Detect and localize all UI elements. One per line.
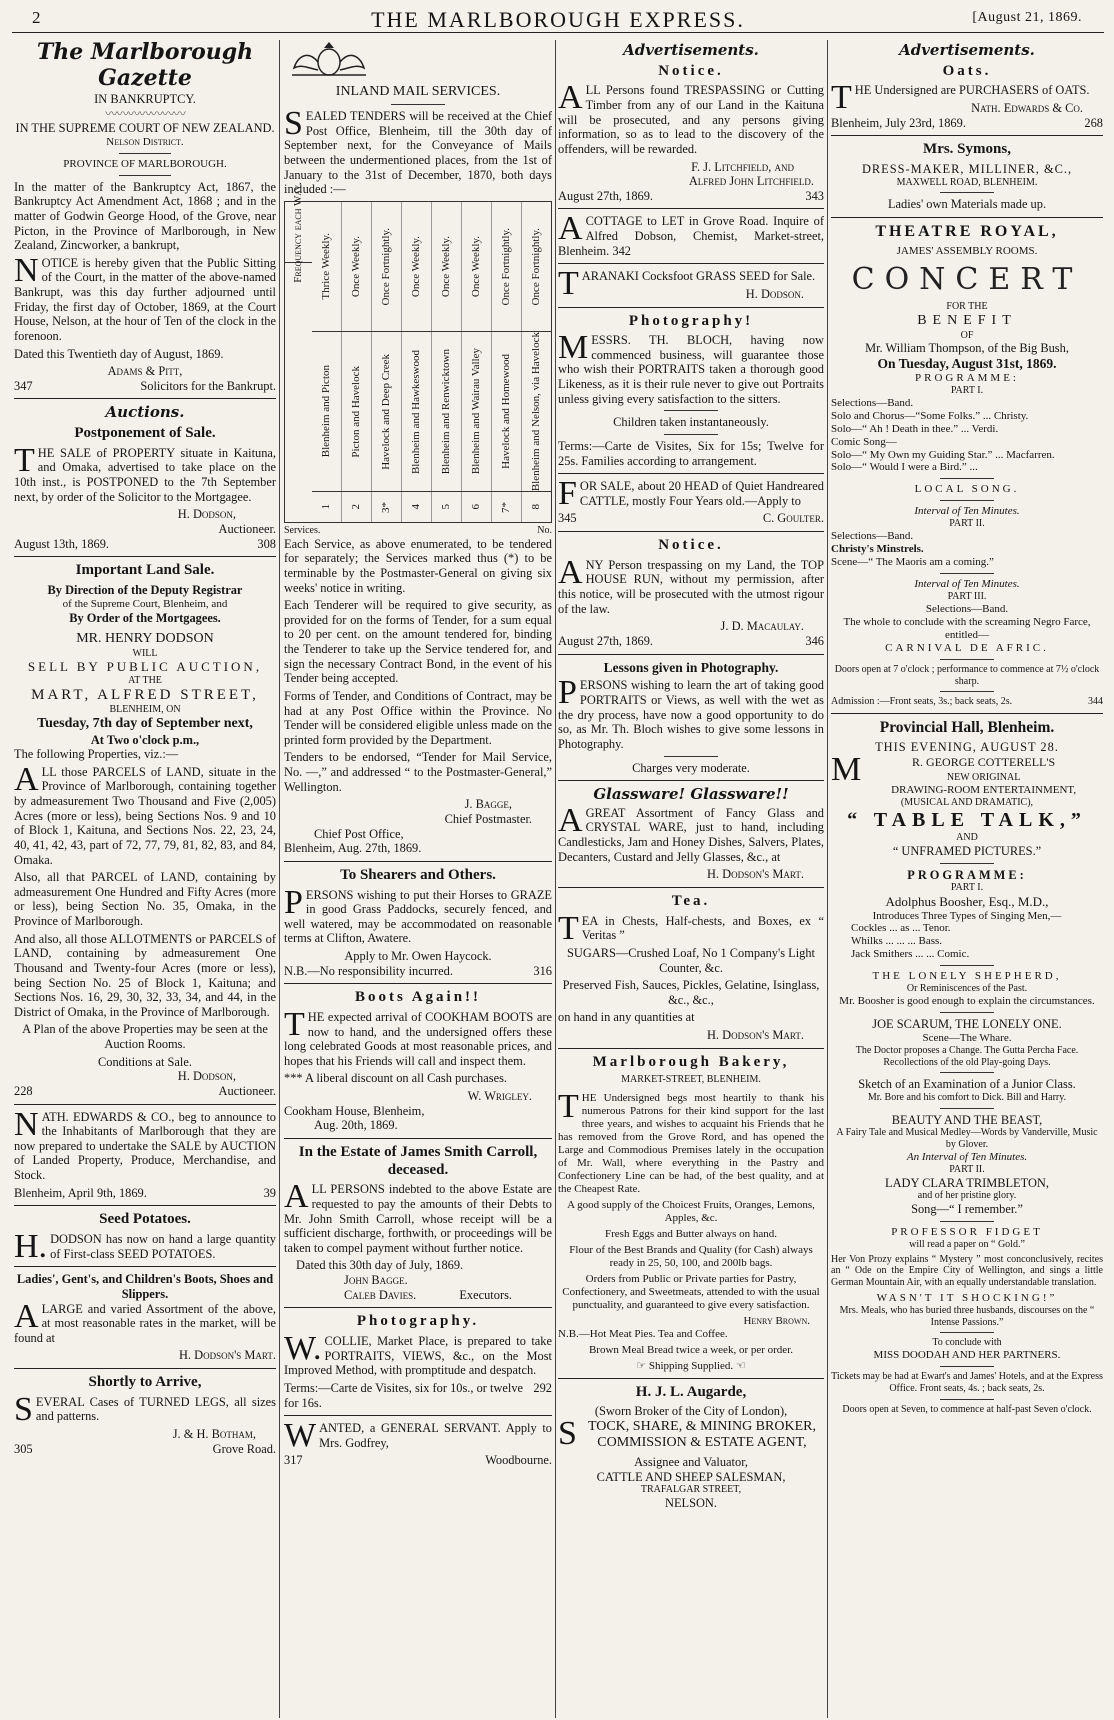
photography-heading: Photography. xyxy=(356,1313,480,1330)
ad-number: 39 xyxy=(263,1185,276,1200)
ad-date: Blenheim, Aug. 27th, 1869. xyxy=(284,841,422,856)
local-song: LOCAL SONG. xyxy=(914,483,1020,496)
ad-date: Aug. 20th, 1869. xyxy=(314,1118,398,1133)
interval: An Interval of Ten Minutes. xyxy=(906,1150,1028,1163)
allotments-text: And also, all those ALLOTMENTS or PARCELS of LAND, containing by admeasurement One Thousand and Twenty-four Acres (more or less), being Section No. 25 of Block 1, Kaituna; and Sections Nos. 16, 29, 30, 32, 33, 34, and 44, in the District of Omaka, in the Province of Marlborough. xyxy=(14,931,276,1019)
column-rule xyxy=(279,40,280,1718)
carnival-title: CARNIVAL DE AFRIC. xyxy=(885,641,1049,654)
signature: Nath. Edwards & Co. xyxy=(971,101,1083,115)
number-cell: 3* xyxy=(379,501,392,513)
evening: THIS EVENING, AUGUST 28. xyxy=(875,740,1059,755)
maxwell-road: MAXWELL ROAD, BLENHEIM. xyxy=(896,176,1038,188)
salesman: CATTLE AND SHEEP SALESMAN, xyxy=(596,1469,786,1484)
programme-item: THE LONELY SHEPHERD, xyxy=(872,970,1062,983)
solicitors: Solicitors for the Bankrupt. xyxy=(140,378,276,393)
number-cell: 6 xyxy=(469,504,482,510)
tickets-note: Tickets may be had at Ewart's and James' Hotels, and at the Express Office. Front seats, 4s. ; back seats, 2s. xyxy=(831,1371,1103,1395)
part-label: PART II. xyxy=(949,518,985,530)
tea-text: TEA in Chests, Half-chests, and Boxes, ex “ Veritas ” xyxy=(558,909,824,947)
quantities-text: on hand in any quantities at xyxy=(558,1010,695,1025)
number-cell: 1 xyxy=(319,504,332,510)
new-original: NEW ORIGINAL xyxy=(946,772,1021,784)
programme-heading: PROGRAMME: xyxy=(907,867,1027,882)
ad-date: August 13th, 1869. xyxy=(14,536,109,551)
ad-date: Blenheim, July 23rd, 1869. xyxy=(831,115,966,130)
children-note: Children taken instantaneously. xyxy=(613,415,769,430)
supreme-court: of the Supreme Court, Blenheim, and xyxy=(62,597,228,610)
masthead xyxy=(12,6,1104,33)
programme-item: Whilks ... ... ... Bass. xyxy=(851,935,943,948)
fruits-note: A good supply of the Choicest Fruits, Oranges, Lemons, Apples, &c. xyxy=(567,1198,815,1224)
service-cell: Blenheim and Hawkeswood xyxy=(409,349,422,474)
number-row xyxy=(312,492,551,522)
gazette-title: The Marlborough Gazette xyxy=(36,40,254,91)
signature: Henry Brown. xyxy=(743,1314,810,1327)
entertainment: DRAWING-ROOM ENTERTAINMENT, xyxy=(891,783,1077,796)
bankruptcy-matter: In the matter of the Bankruptcy Act, 1867, the Bankruptcy Act Amendment Act, 1868 ; and in the matter of Godwin George Hood, of the Grove, near Picton, in the Province of Marlborough, in New Zealand, Zincworker, a bankrupt, xyxy=(14,179,276,253)
pointing-hand-icon: ☞ xyxy=(636,1359,647,1372)
glassware-text: AGREAT Assortment of Fancy Glass and CRYSTAL WARE, just to hand, including Candlesticks, Jam and Honey Dishes, Salvers, Plates, Decanters, Custard and Jelly Glasses, &c., at xyxy=(558,801,824,864)
oats-text: THE Undersigned are PURCHASERS of OATS. xyxy=(831,79,1090,117)
shortly-heading: Shortly to Arrive, xyxy=(88,1374,202,1390)
programme-item: Solo—“ Ah ! Death in thee.” ... Verdi. xyxy=(831,422,999,435)
concert-heading: CONCERT xyxy=(851,261,1083,297)
seed-heading: Seed Potatoes. xyxy=(99,1211,191,1228)
programme-item: The Doctor proposes a Change. The Gutta Percha Face. Recollections of the old Play-going Days. xyxy=(855,1044,1079,1068)
mart: MART, ALFRED STREET, xyxy=(31,686,259,703)
cattle-sale-text: FOR SALE, about 20 HEAD of Quiet Handreared CATTLE, mostly Four Years old.—Apply to xyxy=(558,475,824,513)
boots-text: ALARGE and varied Assortment of the above, at most reasonable rates in the market, will be found at xyxy=(14,1297,276,1345)
charges-note: Charges very moderate. xyxy=(632,760,750,775)
interval: Interval of Ten Minutes. xyxy=(914,505,1020,518)
discount-note: *** A liberal discount on all Cash purchases. xyxy=(284,1071,507,1086)
column-1 xyxy=(14,40,276,1718)
issue-date: [August 21, 1869. xyxy=(972,10,1082,25)
bread-note: Brown Meal Bread twice a week, or per order. xyxy=(588,1343,794,1356)
programme-item: Sketch of an Examination of a Junior Class. xyxy=(858,1077,1076,1092)
security-note: Each Tenderer will be required to give security, as provided for on the forms of Tender, for a sum equal to 20 per cent. on the amount tendered for, binding the Tenderer to take up the Service tendered for, and sign the necessary Contract Bond, in the event of his Tender being accepted. xyxy=(284,598,552,686)
bankruptcy-notice: NOTICE is hereby given that the Public Sitting of the Court, in the matter of the above-named Bankrupt, was this day further adjourned until Friday, the first day of October, 1869, at the Court House, Nelson, at the hour of Ten of the clock in the forenoon. xyxy=(14,251,276,343)
programme-item: and of her pristine glory. xyxy=(917,1190,1017,1202)
parcels-text: ALL those PARCELS of LAND, situate in the Province of Marlborough, containing together by admeasurement Two Thousand and Five (2,005) Acres (more or less), being Sections Nos. 9 and 10 of Block 1, Kaituna, and Sections Nos. 22, 23, 24, 40, 41, 42, 43, part of 72, 77, 79, 81, 82, 83, and 84, Omaka. xyxy=(14,760,276,867)
service-cell: Blenheim and Picton xyxy=(319,365,332,458)
programme-item: Scene—“ The Maoris am a coming.” xyxy=(831,556,994,569)
estate-heading: In the Estate of James Smith Carroll, deceased. xyxy=(298,1143,538,1178)
programme-item: Selections—Band. xyxy=(925,602,1009,615)
programme-item: Adolphus Boosher, Esq., M.D., xyxy=(885,894,1049,910)
auctioneer: Auctioneer. xyxy=(218,521,276,536)
at-the: AT THE xyxy=(128,674,162,686)
newspaper-title: THE MARLBOROUGH EXPRESS. xyxy=(371,7,745,32)
conditions: Conditions at Sale. xyxy=(98,1054,192,1069)
section-advertisements: Advertisements. xyxy=(623,41,759,59)
programme-item: WASN'T IT SHOCKING!” xyxy=(876,1291,1058,1304)
endorse-note: Tenders to be endorsed, “Tender for Mail Service, No. —,” and addressed “ to the Postmaster-General,” Wellington. xyxy=(284,750,552,794)
seed-text: H. DODSON has now on hand a large quantity of First-class SEED POTATOES. xyxy=(14,1228,276,1265)
executors-label: Executors. xyxy=(459,1287,512,1302)
court-heading: IN THE SUPREME COURT OF NEW ZEALAND. xyxy=(15,121,275,136)
notice-heading: Notice. xyxy=(658,62,724,79)
symons-heading: Mrs. Symons, xyxy=(923,141,1011,158)
royal-crest-icon xyxy=(284,40,374,78)
notice-heading: Notice. xyxy=(658,537,724,554)
programme-item: Scene—The Whare. xyxy=(922,1031,1012,1044)
broker-text: STOCK, SHARE, & MINING BROKER, COMMISSION & ESTATE AGENT, xyxy=(558,1414,816,1452)
pointing-hand-icon: ☜ xyxy=(735,1359,746,1372)
oats-heading: Oats. xyxy=(942,62,992,79)
bankruptcy-dated: Dated this Twentieth day of August, 1869. xyxy=(14,346,224,361)
programme-item: Solo and Chorus—“Some Folks.” ... Christy. xyxy=(831,409,1029,422)
signature: J. D. Macaulay. xyxy=(720,619,804,634)
ad-number: 342 xyxy=(612,243,631,258)
number-header: No. xyxy=(537,524,552,536)
by-order: By Order of the Mortgagees. xyxy=(69,610,221,625)
programme-item: Cockles ... as ... Tenor. xyxy=(851,922,951,935)
bakery-text: THE Undersigned begs most heartily to thank his numerous Patrons for their kind support for the last three years, and wishes to acquaint his Friends that he has removed from the Grove Rord, and has opened the Large and Commodious Premises lately in the occupation of Mr. Wall, where everything in the Pastry and Confectionery Line can be had, of the best quality, and at the Cheapest Rate. xyxy=(558,1088,824,1195)
cottage-text: ACOTTAGE to LET in Grove Road. Inquire of Alfred Dobson, Chemist, Market-street, Blenheim. 342 xyxy=(558,210,824,258)
freq-cell: Once Weekly. xyxy=(409,235,422,297)
signature: Adams & Pitt, xyxy=(107,364,183,379)
glassware-heading: Glassware! Glassware!! xyxy=(593,785,789,804)
programme-item: Solo—“ Would I were a Bird.” ... xyxy=(831,461,978,474)
cookham-house: Cookham House, Blenheim, xyxy=(284,1103,425,1118)
materials-note: Ladies' own Materials made up. xyxy=(887,197,1047,212)
of: OF xyxy=(960,329,974,341)
service-cell: Blenheim and Nelson, via Havelock xyxy=(529,331,542,492)
by-direction: By Direction of the Deputy Registrar xyxy=(47,582,243,597)
programme-item: Selections—Band. xyxy=(831,396,914,409)
column-4 xyxy=(831,40,1103,1718)
services-row xyxy=(312,332,551,492)
signature: J. Bagge, xyxy=(464,797,512,812)
tea-heading: Tea. xyxy=(671,892,711,909)
service-cell: Havelock and Homewood xyxy=(499,354,512,469)
ad-number: 228 xyxy=(14,1083,33,1098)
programme-item: A Fairy Tale and Musical Medley—Words by Vanderville, Music by Glover. xyxy=(836,1127,1098,1151)
signature: H. Dodson. xyxy=(745,286,804,301)
column-3 xyxy=(558,40,824,1718)
servant-text: WANTED, a GENERAL SERVANT. Apply to Mrs. Godfrey, xyxy=(284,1417,552,1455)
sale-time: At Two o'clock p.m., xyxy=(90,732,200,747)
ad-number: 316 xyxy=(533,963,552,978)
number-cell: 5 xyxy=(439,504,452,510)
augarde-heading: H. J. L. Augarde, xyxy=(635,1383,747,1400)
doors-note: Doors open at 7 o'clock ; performance to commence at 7½ o'clock sharp. xyxy=(834,663,1100,687)
hot-pies-note: N.B.—Hot Meat Pies. Tea and Coffee. xyxy=(558,1327,728,1340)
programme-item: Selections—Band. xyxy=(831,530,914,543)
programme-item: Mr. Boosher is good enough to explain the circumstances. xyxy=(839,995,1095,1008)
musical-dramatic: (MUSICAL AND DRAMATIC), xyxy=(900,796,1034,808)
programme-item: Introduces Three Types of Singing Men,— xyxy=(872,909,1062,922)
bakery-heading: Marlborough Bakery, xyxy=(592,1053,790,1070)
executor-name: Caleb Davies. xyxy=(344,1287,417,1302)
mail-heading: INLAND MAIL SERVICES. xyxy=(335,83,501,99)
programme-item: BEAUTY AND THE BEAST, xyxy=(891,1112,1043,1127)
following: The following Properties, viz.:— xyxy=(14,747,179,762)
signature: F. J. Litchfield, and xyxy=(691,159,794,174)
programme-item: JOE SCARUM, THE LONELY ONE. xyxy=(872,1017,1062,1032)
programme-item: Her Von Prozy explains “ Mystery ” most conconclusively, recites an “ Ode on the Empire City of Wellington, and sings a little German Mountain Air, with an equally understandable translation. xyxy=(831,1253,1103,1289)
land-sale-heading: Important Land Sale. xyxy=(75,562,215,579)
programme-item: PROFESSOR FIDGET xyxy=(891,1225,1043,1238)
freq-cell: Once Weekly. xyxy=(349,235,362,297)
sale-date: Tuesday, 7th day of September next, xyxy=(37,716,253,732)
flour-note: Flour of the Best Brands and Quality (for Cash) always ready in 25, 50, 100, and 200lb bags. xyxy=(569,1243,813,1269)
programme-item: Song—“ I remember.” xyxy=(911,1202,1023,1217)
part-label: PART III. xyxy=(947,591,987,603)
postponement-heading: Postponement of Sale. xyxy=(74,425,216,442)
programme-item: will read a paper on “ Gold.” xyxy=(909,1238,1025,1250)
terms: Terms:—Carte de Visites, Six for 15s; Twelve for 25s. Families according to arrangement. xyxy=(558,438,824,468)
service-cell: Havelock and Deep Creek xyxy=(379,353,392,470)
assignee: Assignee and Valuator, xyxy=(634,1454,748,1469)
ad-number: 344 xyxy=(1088,696,1103,708)
wavy-rule: 〰〰〰〰〰〰〰 xyxy=(105,106,185,121)
cotterell-heading: M R. GEORGE COTTERELL'S xyxy=(831,751,1056,789)
programme-item: To conclude with xyxy=(932,1337,1002,1349)
programme-item: MISS DOODAH AND HER PARTNERS. xyxy=(873,1349,1061,1362)
signature: C. Goulter. xyxy=(762,511,824,526)
forms-note: Forms of Tender, and Conditions of Contract, may be had at any Post Office within the Province. No Tender will be considered eligible unless made on the printed form provided by the Department. xyxy=(284,688,552,747)
programme-item: Mrs. Meals, who has buried three husbands, discourses on the “ Intense Passions.” xyxy=(839,1304,1095,1328)
theatre-heading: THEATRE ROYAL, xyxy=(875,222,1059,240)
signature: H. Dodson, xyxy=(177,507,236,522)
shearers-heading: To Shearers and Others. xyxy=(340,866,496,883)
number-cell: 4 xyxy=(409,504,422,510)
programme-item: Comic Song— xyxy=(831,435,897,448)
grass-seed-text: TARANAKI Cocksfoot GRASS SEED for Sale. xyxy=(558,265,816,303)
signature: W. Wrigley. xyxy=(467,1089,532,1104)
ad-number: 343 xyxy=(805,188,824,203)
programme-item: LADY CLARA TRIMBLETON, xyxy=(885,1175,1049,1190)
interval: Interval of Ten Minutes. xyxy=(914,578,1020,591)
ad-number: 317 xyxy=(284,1453,303,1468)
nelson: NELSON. xyxy=(665,1495,717,1510)
collie-text: W. COLLIE, Market Place, is prepared to take PORTRAITS, VIEWS, &c., on the Most Improved Method, with promptitude and despatch. xyxy=(284,1330,552,1378)
table-side-labels xyxy=(284,525,552,537)
lessons-text: PERSONS wishing to learn the art of taking good PORTRAITS or Views, as well with the wet as the dry process, have now a good opportunity to do so, as Mr. Th. Bloch wishes to give some lessons in Photography. xyxy=(558,674,824,751)
programme-item: Or Reminiscences of the Past. xyxy=(906,983,1028,995)
parcel-text: Also, all that PARCEL of LAND, containing by admeasurement One Hundred and Fifty Acres (more or less), being Section No. 35, Omaka, in the Province of Marlborough. xyxy=(14,870,276,929)
signature: H. Dodson's Mart. xyxy=(706,1028,804,1043)
lessons-heading: Lessons given in Photography. xyxy=(603,659,779,675)
trafalgar-street: TRAFALGAR STREET, xyxy=(640,1484,742,1496)
ad-number: 308 xyxy=(257,536,276,551)
for-the: FOR THE xyxy=(946,301,988,313)
executor-name: John Bagge. xyxy=(344,1273,408,1288)
chief-postmaster: Chief Postmaster. xyxy=(444,811,532,826)
number-cell: 2 xyxy=(349,504,362,510)
service-cell: Picton and Havelock xyxy=(349,365,362,458)
section-advertisements: Advertisements. xyxy=(899,41,1035,59)
woodbourne: Woodbourne. xyxy=(485,1453,552,1468)
trespass-text: ALL Persons found TRESPASSING or Cutting Timber from any of our Land in the Kaituna will be prosecuted, and any persons giving information, so as to lead to the discovery of the offenders, will be rewarded. xyxy=(558,79,824,156)
assembly-rooms: JAMES' ASSEMBLY ROOMS. xyxy=(896,244,1038,257)
freq-cell: Once Fortnightly. xyxy=(499,227,512,306)
top-house-text: ANY Person trespassing on my Land, the TOP HOUSE RUN, without my permission, after this notice, will be prosecuted with the utmost rigour of the law. xyxy=(558,553,824,616)
district: Nelson District. xyxy=(106,135,184,148)
admission: Admission :—Front seats, 3s.; back seats, 2s. xyxy=(831,696,1013,708)
ad-date: Dated this 30th day of July, 1869. xyxy=(296,1258,464,1273)
programme-item: Jack Smithers ... ... Comic. xyxy=(851,948,970,961)
programme-heading: PROGRAMME: xyxy=(915,371,1019,384)
column-2 xyxy=(284,40,552,1718)
and: AND xyxy=(956,832,978,844)
section-auctions: Auctions. xyxy=(105,403,185,422)
grazing-text: PERSONS wishing to put their Horses to GRAZE in good Grass Paddocks, securely fenced, and well watered, may be accommodated on reasonable terms at Clifton, Awatere. xyxy=(284,883,552,946)
number-cell: 7* xyxy=(499,501,512,513)
mail-services-table xyxy=(284,181,552,523)
freq-cell: Once Fortnightly. xyxy=(379,227,392,306)
ad-number: 346 xyxy=(805,633,824,648)
edwards-notice: NATH. EDWARDS & CO., beg to announce to the Inhabitants of Marlborough that they are now prepared to undertake the SALE by AUCTION of Landed Property, Produce, Merchandise, and Stock. xyxy=(14,1105,276,1183)
unframed-pictures: “ UNFRAMED PICTURES.” xyxy=(892,844,1042,859)
number-cell: 8 xyxy=(529,504,542,510)
eggs-note: Fresh Eggs and Butter always on hand. xyxy=(605,1227,777,1240)
boots-heading: Boots Again!! xyxy=(354,989,482,1006)
table-talk: “ TABLE TALK,” xyxy=(847,808,1087,831)
signature: H. Dodson's Mart. xyxy=(178,1348,276,1363)
estate-text: ALL PERSONS indebted to the above Estate are requested to pay the amounts of their Debts to Mr. John Smith Carroll, whose receipt will be a sufficient discharge, forthwith, or proceedings will be taken to compel payment without further notice. xyxy=(284,1178,552,1255)
freq-cell: Once Weekly. xyxy=(439,235,452,297)
concert-date: On Tuesday, August 31st, 1869. xyxy=(877,355,1057,371)
legs-text: SEVERAL Cases of TURNED LEGS, all sizes and patterns. xyxy=(14,1390,276,1428)
programme-item: Mr. Bore and his comfort to Dick. Bill and Harry. xyxy=(867,1091,1067,1103)
programme-item: Solo—“ My Own my Guiding Star.” ... Macfarren. xyxy=(831,448,1055,461)
sell-by-auction: SELL BY PUBLIC AUCTION, xyxy=(27,659,263,675)
bloch-text: MESSRS. TH. BLOCH, having now commenced business, will guarantee those who wish their PORTRAITS taken a thorough good Likeness, as it is their rule never to give out Portraits unless giving every satisfaction to the sitters. xyxy=(558,329,824,406)
signature: H. Dodson, xyxy=(177,1069,236,1084)
programme-item: Christy's Minstrels. xyxy=(831,543,924,556)
postponement-text: THE SALE of PROPERTY situate in Kaituna, and Omaka, advertised to take place on the 10th inst., is POSTPONED to the 7th September next, by order of the Solicitor to the Mortgagee. xyxy=(14,441,276,504)
ad-number: 305 xyxy=(14,1441,33,1456)
nb-note: N.B.—No responsibility incurred. xyxy=(284,963,453,978)
ad-date: August 27th, 1869. xyxy=(558,633,653,648)
service-cell: Blenheim and Renwicktown xyxy=(439,348,452,475)
apply-to: Apply to Mr. Owen Haycock. xyxy=(344,949,492,963)
signature: H. Dodson's Mart. xyxy=(706,867,804,882)
sugars-text: SUGARS—Crushed Loaf, No 1 Company's Light Counter, &c. xyxy=(567,945,815,975)
freq-cell: Once Weekly. xyxy=(469,235,482,297)
preserved-text: Preserved Fish, Sauces, Pickles, Gelatine, Isinglass, &c., &c., xyxy=(562,978,820,1007)
part-label: PART II. xyxy=(949,1163,985,1175)
orders-note: Orders from Public or Private parties for Pastry, Confectionery, and Sweetmeats, attended to with the usual punctuality, and guaranteed to give every satisfaction. xyxy=(562,1272,820,1311)
page-number: 2 xyxy=(32,8,41,27)
sworn-broker: (Sworn Broker of the City of London), xyxy=(594,1404,788,1419)
benefit: BENEFIT xyxy=(917,313,1017,329)
programme-item: The whole to conclude with the screaming Negro Farce, entitled— xyxy=(843,615,1091,641)
ad-number: 268 xyxy=(1084,115,1103,130)
boots-heading: Ladies', Gent's, and Children's Boots, Shoes and Slippers. xyxy=(16,1272,274,1301)
frequency-row xyxy=(312,202,551,332)
cookham-text: THE expected arrival of COOKHAM BOOTS are now to hand, and the undersigned offers these long celebrated Goods at most reasonable prices, and hopes that his Friends will call and inspect them. xyxy=(284,1005,552,1068)
column-rule xyxy=(827,40,828,1718)
shipping-note: Shipping Supplied. xyxy=(648,1359,734,1372)
bakery-address: MARKET-STREET, BLENHEIM. xyxy=(621,1074,761,1086)
table-column-frequency xyxy=(285,181,312,522)
freq-cell: Thrice Weekly. xyxy=(319,233,332,300)
hall-heading: Provincial Hall, Blenheim. xyxy=(879,719,1055,737)
ad-number: 347 xyxy=(14,378,33,393)
plan-note: A Plan of the above Properties may be seen at the Auction Rooms. xyxy=(22,1022,268,1052)
service-cell: Blenheim and Wairau Valley xyxy=(469,348,482,475)
auctioneer-name: MR. HENRY DODSON xyxy=(76,631,214,647)
services-header: Services. xyxy=(284,524,321,536)
auctioneer: Auctioneer. xyxy=(218,1083,276,1098)
beneficiary: Mr. William Thompson, of the Big Bush, xyxy=(865,341,1069,356)
ad-date: August 27th, 1869. xyxy=(558,188,653,203)
doors-note: Doors open at Seven, to commence at half-past Seven o'clock. xyxy=(842,1403,1092,1415)
photography-heading: Photography! xyxy=(628,312,754,329)
chief-post-office: Chief Post Office, xyxy=(314,826,404,841)
part-label: PART I. xyxy=(950,882,984,894)
signature: Alfred John Litchfield. xyxy=(688,174,814,189)
bankruptcy-heading: IN BANKRUPTCY. xyxy=(94,91,196,106)
column-rule xyxy=(555,40,556,1718)
ad-number: 345 xyxy=(558,511,577,526)
province: PROVINCE OF MARLBOROUGH. xyxy=(63,157,227,170)
part-label: PART I. xyxy=(950,384,984,396)
ad-date: Blenheim, April 9th, 1869. xyxy=(14,1185,147,1200)
blenheim-on: BLENHEIM, ON xyxy=(109,704,181,716)
services-note: Each Service, as above enumerated, to be tendered for separately; the Services marked thus (*) to be terminable by the Postmaster-General on giving six weeks' notice in writing. xyxy=(284,536,552,595)
terms: Terms:—Carte de Visites, six for 10s., or twelve for 16s. xyxy=(284,1380,524,1410)
ad-number: 292 xyxy=(533,1380,552,1395)
will: WILL xyxy=(132,647,158,659)
signature: J. & H. Botham, xyxy=(172,1426,256,1441)
shipping-line xyxy=(558,1360,824,1373)
tenders-text: SEALED TENDERS will be received at the Chief Post Office, Blenheim, till the 30th day of September next, for the Conveyance of Mails between the undermentioned places, from the 1st of January to the 31st of December, 1870, both days included :— xyxy=(284,105,552,197)
frequency-header: Frequency each Way. xyxy=(291,181,304,283)
grove-road: Grove Road. xyxy=(212,1441,276,1456)
dressmaker: DRESS-MAKER, MILLINER, &C., xyxy=(861,161,1073,176)
freq-cell: Once Fortnightly. xyxy=(529,227,542,306)
